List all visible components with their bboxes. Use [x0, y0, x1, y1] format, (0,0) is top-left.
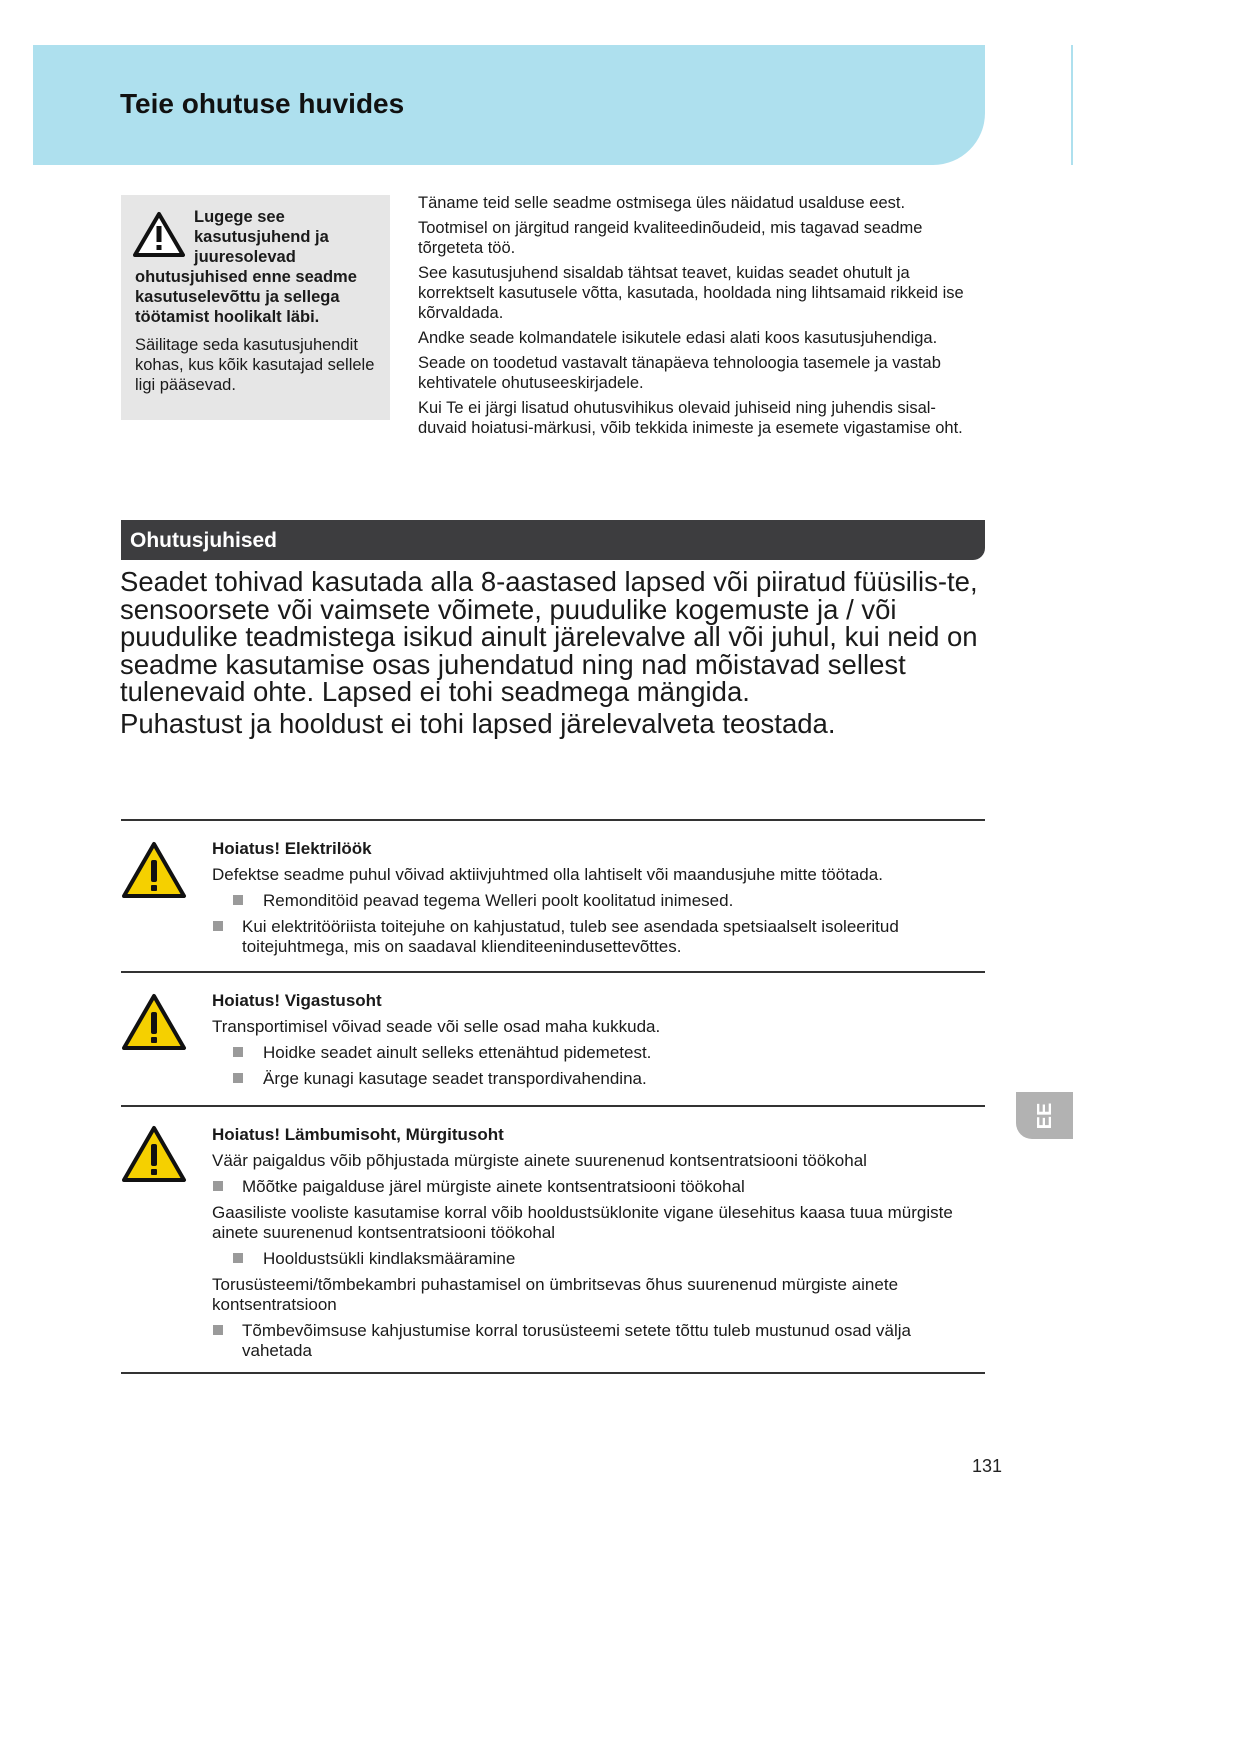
list-item-text: Ärge kunagi kasutage seadet transpordivahendina. — [263, 1069, 647, 1088]
notice-line: Lugege see — [194, 208, 285, 226]
list-item — [212, 1069, 984, 1089]
list-item — [212, 1249, 984, 1269]
safety-text — [120, 568, 986, 741]
edge-line — [1071, 45, 1073, 165]
notice-line: juuresolevad — [194, 248, 296, 266]
warning-title: Hoiatus! Lämbumisoht, Mürgitusoht — [212, 1125, 504, 1144]
safety-paragraph: Puhastust ja hooldust ei tohi lapsed järelevalveta teostada. — [120, 707, 836, 739]
warning-title: Hoiatus! Vigastusoht — [212, 991, 382, 1010]
divider — [121, 971, 985, 973]
warning-outline-icon — [133, 211, 185, 257]
warning-text: Väär paigaldus võib põhjustada mürgiste ainete suurenenud kontsentratsiooni töökohal — [212, 1151, 867, 1170]
section-header — [121, 520, 985, 560]
warning-triangle-icon — [121, 1124, 187, 1184]
bullet-square-icon — [233, 1073, 243, 1083]
notice-box — [121, 195, 390, 420]
warning-title: Hoiatus! Elektrilöök — [212, 839, 372, 858]
section-title: Ohutusjuhised — [130, 529, 277, 552]
language-tab — [1016, 1092, 1073, 1139]
warning-text: Defektse seadme puhul võivad aktiivjuhtmed olla lahtiselt või maandusjuhe mitte töötada. — [212, 865, 883, 884]
page-number: 131 — [972, 1456, 1003, 1476]
warning-triangle-icon — [121, 992, 187, 1052]
warning-text: Gaasiliste vooliste kasutamise korral võib hooldustsüklonite vigane ülesehitus kaasa tuua mürgiste ainete suurenenud kontsentratsiooni töökohal — [212, 1203, 953, 1242]
divider — [121, 1105, 985, 1107]
intro-paragraph: Kui Te ei järgi lisatud ohutusvihikus olevaid juhiseid ning juhendis sisal-duvaid hoiatusi-märkusi, võib tekkida inimeste ja esemete vigastamise oht. — [418, 399, 963, 437]
warning-triangle-icon — [121, 840, 187, 900]
bullet-square-icon — [233, 1253, 243, 1263]
intro-text — [418, 193, 984, 443]
bullet-square-icon — [213, 1325, 223, 1335]
notice-line: kasutusjuhend ja — [194, 228, 329, 246]
safety-paragraph: Seadet tohivad kasutada alla 8-aastased lapsed või piiratud füüsilis-te, sensoorsete või vaimsete võimete, puudulike kogemuste ja / või puudulike teadmistega isikud ainult järelevalve all või juhul, kui neid on seadme kasutamise osas juhendatud ning nad mõistavad sellest tulenevaid ohte. Lapsed ei tohi seadmega mängida. — [120, 566, 978, 707]
bullet-square-icon — [213, 921, 223, 931]
list-item-text: Hoidke seadet ainult selleks ettenähtud pidemetest. — [263, 1043, 652, 1062]
warning-electric — [212, 839, 984, 963]
list-item — [212, 917, 984, 957]
intro-paragraph: Tootmisel on järgitud rangeid kvaliteedinõudeid, mis tagavad seadme tõrgeteta töö. — [418, 219, 923, 257]
bullet-square-icon — [213, 1181, 223, 1191]
notice-line: töötamist hoolikalt läbi. — [135, 308, 320, 326]
divider — [121, 1372, 985, 1374]
intro-paragraph: Täname teid selle seadme ostmisega üles näidatud usalduse eest. — [418, 194, 906, 212]
bullet-square-icon — [233, 1047, 243, 1057]
notice-text: Säilitage seda kasutusjuhendit kohas, kus kõik kasutajad sellele ligi pääsevad. — [135, 336, 375, 394]
divider — [121, 819, 985, 821]
list-item — [212, 1321, 984, 1361]
notice-line: kasutuselevõttu ja sellega — [135, 288, 340, 306]
list-item-text: Hooldustsükli kindlaksmääramine — [263, 1249, 516, 1268]
intro-paragraph: Andke seade kolmandatele isikutele edasi alati koos kasutusjuhendiga. — [418, 329, 938, 347]
intro-paragraph: Seade on toodetud vastavalt tänapäeva tehnoloogia tasemele ja vastab kehtivatele ohutuseeskirjadele. — [418, 354, 941, 392]
list-item — [212, 891, 984, 911]
page-title: Teie ohutuse huvides — [120, 88, 405, 119]
list-item-text: Tõmbevõimsuse kahjustumise korral torusüsteemi setete tõttu tuleb mustunud osad välja vahetada — [242, 1321, 911, 1360]
warning-text: Transportimisel võivad seade või selle osad maha kukkuda. — [212, 1017, 661, 1036]
list-item — [212, 1177, 984, 1197]
warning-injury — [212, 991, 984, 1095]
notice-line: ohutusjuhised enne seadme — [135, 268, 357, 286]
warning-text: Torusüsteemi/tõmbekambri puhastamisel on ümbritsevas õhus suurenenud mürgiste ainete kontsentratsioon — [212, 1275, 899, 1314]
list-item — [212, 1043, 984, 1063]
list-item-text: Remonditöid peavad tegema Welleri poolt koolitatud inimesed. — [263, 891, 734, 910]
list-item-text: Kui elektritööriista toitejuhe on kahjustatud, tuleb see asendada spetsiaalselt isoleeritud toitejuhtmega, mis on saadaval klienditeenindusettevõttes. — [242, 917, 899, 956]
list-item-text: Mõõtke paigalduse järel mürgiste ainete kontsentratsiooni töökohal — [242, 1177, 745, 1196]
warning-suffocation — [212, 1125, 984, 1367]
intro-paragraph: See kasutusjuhend sisaldab tähtsat teavet, kuidas seadet ohutult ja korrektselt kasutusele võtta, kasutada, hooldada ning lihtsamaid rikkeid ise kõrvaldada. — [418, 264, 964, 322]
bullet-square-icon — [233, 895, 243, 905]
language-label: EE — [1034, 1102, 1056, 1130]
